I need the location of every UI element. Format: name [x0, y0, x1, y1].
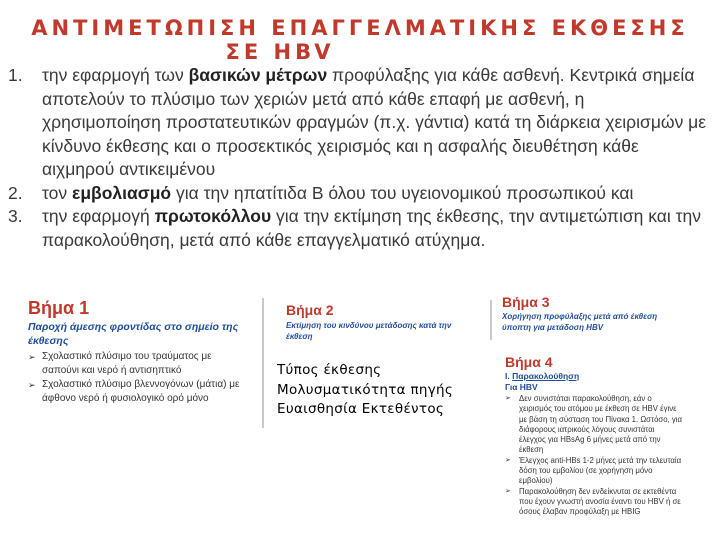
step-2-subtitle: Εκτίμηση του κινδύνου μετάδοσης κατά την έκθεση	[286, 321, 452, 341]
item-text: για την εκτίμηση της έκθεσης, την αντιμετώπιση και την παρακολούθηση, μετά από κάθε επαγγελματικό ατύχημα.	[42, 206, 702, 250]
step-1-panel	[28, 298, 246, 406]
item-number: 2.	[8, 182, 23, 203]
step-4-panel	[505, 354, 683, 518]
step-2-title: Βήμα 2	[286, 302, 334, 318]
criteria-line: Μολυσματικότητα πηγής	[277, 381, 454, 398]
step-1-bullet: ➢ Σχολαστικό πλύσιμο του τραύματος με σαπούνι και νερό ή αντισηπτικό	[28, 350, 246, 378]
step-4-bullet: ➢ Παρακολούθηση δεν ενδείκνυται σε εκτεθέντα που έχουν γνωστή ανοσία έναντι του HBV ή σε όσους έλαβαν προφύλαξη με HBIG	[505, 487, 683, 518]
step-4-bullet: ➢ Έλεγχος anti-HBs 1-2 μήνες μετά την τελευταία δόση του εμβολίου (σε χορήγηση μόνο εμβολίου)	[505, 456, 683, 487]
list-item	[8, 182, 708, 206]
divider	[262, 298, 264, 428]
step-3-panel	[502, 294, 682, 333]
item-text: την εφαρμογή	[42, 206, 155, 226]
measures-list	[8, 64, 708, 252]
divider	[490, 300, 492, 340]
item-text: την εφαρμογή των	[42, 65, 189, 85]
step-4-title: Βήμα 4	[505, 354, 553, 370]
title-line-1: ΑΝΤΙΜΕΤΩΠΙΣΗ ΕΠΑΓΓΕΛΜΑΤΙΚΗΣ ΕΚΘΕΣΗΣ	[31, 16, 689, 40]
item-bold-text: βασικών μέτρων	[188, 65, 328, 85]
step-4-bullet: ➢ Δεν συνιστάται παρακολούθηση, εάν ο χειρισμός του ατόμου με έκθεση σε HBV έγινε με βάση τη σύσταση του Πίνακα 1. Ωστόσο, για διάφορους ιατρικούς λόγους συνιστάται έλεγχος για HBsAg 6 μήνες μετά από την έκθεση	[505, 394, 683, 456]
title-line-2: ΣΕ HBV	[225, 40, 335, 64]
step-2-panel	[286, 302, 464, 342]
item-bold-text: εμβολιασμό	[72, 182, 172, 203]
item-text: για την ηπατίτιδα Β όλου του υγειονομικού προσωπικού και	[171, 182, 634, 203]
step-3-subtitle: Χορήγηση προφύλαξης μετά από έκθεση ύποπτη για μετάδοση HBV	[502, 312, 658, 332]
item-number: 1.	[8, 65, 23, 85]
heading-text: Παρακολούθηση	[512, 371, 580, 381]
step-1-title: Βήμα 1	[28, 298, 90, 318]
step-4-heading-2: Για HBV	[505, 382, 538, 392]
step-4-heading	[505, 371, 683, 382]
item-text: τον	[42, 182, 73, 203]
step-3-title: Βήμα 3	[502, 294, 550, 310]
list-item	[8, 64, 708, 182]
step-1-bullet: ➢ Σχολαστικό πλύσιμο βλεννογόνων (μάτια) με άφθονο νερό ή φυσιολογικό ορό μόνο	[28, 378, 246, 406]
item-bold-text: πρωτοκόλλου	[154, 206, 272, 226]
item-number: 3.	[8, 206, 23, 226]
item-text: προφύλαξης για κάθε ασθενή. Κεντρικά σημεία αποτελούν το πλύσιμο των χεριών μετά από κάθε επαφή με ασθενή, η χρησιμοποίηση προστατευτικών φραγμών (π.χ. γάντια) κατά τη διάρκεια χειρισμών με κίνδυνο έκθεσης και ο προσεκτικός χειρισμός και η ασφαλής διευθέτηση κάθε αιχμηρού αντικειμένου	[42, 65, 707, 179]
list-item	[8, 205, 708, 252]
heading-number: I.	[505, 371, 510, 381]
criteria-line: Τύπος έκθεσης	[277, 362, 382, 378]
risk-criteria-text	[277, 361, 453, 420]
criteria-line: Ευαισθησία Εκτεθέντος	[277, 401, 445, 417]
step-1-subtitle: Παροχή άμεσης φροντίδας στο σημείο της έκθεσης	[28, 321, 239, 347]
